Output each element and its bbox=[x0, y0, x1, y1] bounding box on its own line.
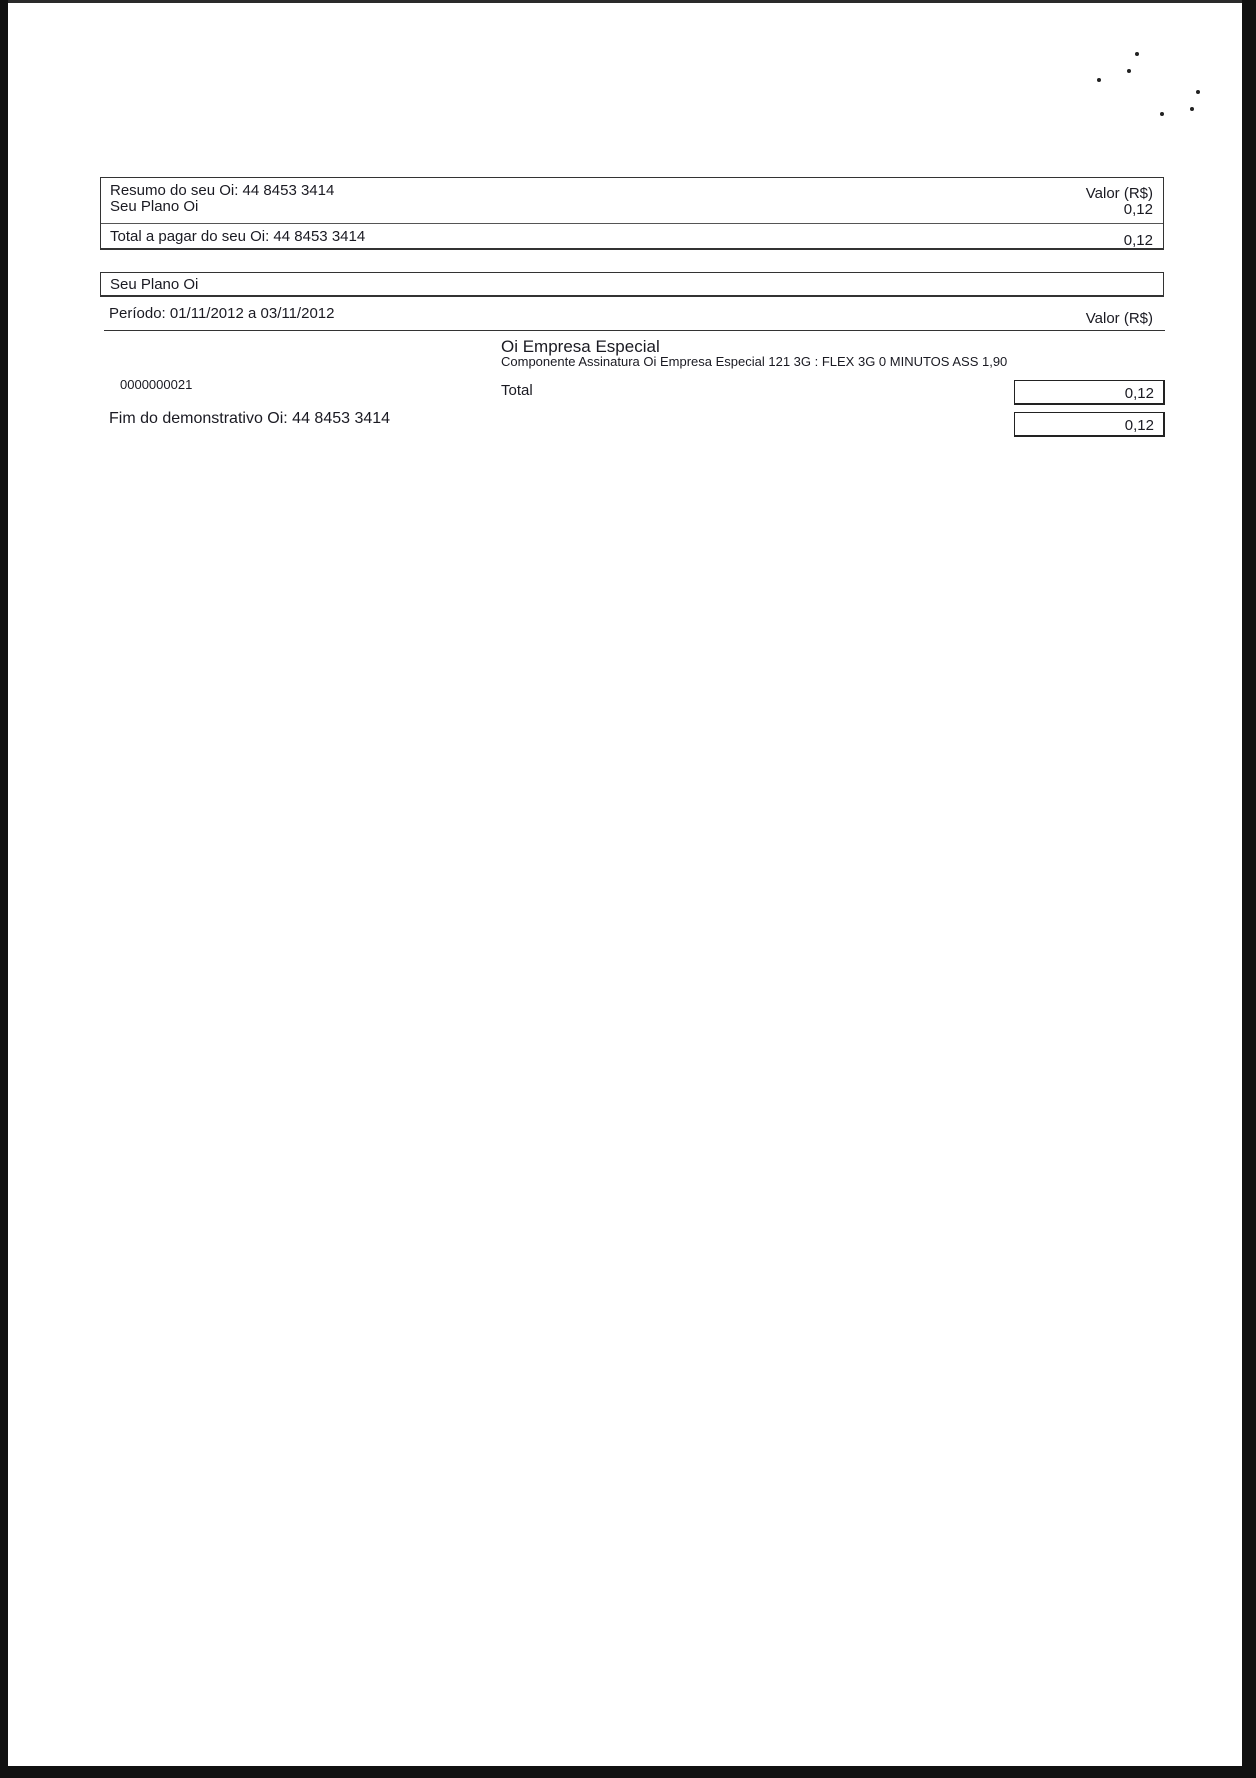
summary-total-value: 0,12 bbox=[1123, 232, 1153, 249]
item-code: 0000000021 bbox=[120, 377, 193, 392]
end-of-statement-value: 0,12 bbox=[1014, 412, 1165, 437]
summary-value-header: Valor (R$) bbox=[1085, 185, 1153, 202]
scan-speck bbox=[1190, 107, 1194, 111]
period-value-header: Valor (R$) bbox=[1085, 310, 1153, 327]
scan-edge-left bbox=[0, 0, 8, 1778]
summary-title: Resumo do seu Oi: 44 8453 3414 bbox=[110, 182, 335, 199]
summary-box bbox=[100, 177, 1164, 250]
period-label: Período: 01/11/2012 a 03/11/2012 bbox=[109, 305, 335, 322]
scan-speck bbox=[1196, 90, 1200, 94]
plan-section-title: Seu Plano Oi bbox=[110, 276, 199, 293]
summary-divider bbox=[101, 223, 1163, 224]
summary-total-label: Total a pagar do seu Oi: 44 8453 3414 bbox=[110, 228, 366, 245]
item-description: Componente Assinatura Oi Empresa Especial 121 3G : FLEX 3G 0 MINUTOS ASS 1,90 bbox=[501, 354, 1008, 369]
scan-speck bbox=[1097, 78, 1101, 82]
period-divider bbox=[104, 330, 1165, 331]
summary-plan-label: Seu Plano Oi bbox=[110, 198, 199, 215]
item-total-value: 0,12 bbox=[1014, 380, 1165, 405]
scan-edge-right bbox=[1242, 0, 1256, 1778]
scan-edge-top bbox=[0, 0, 1256, 3]
scan-speck bbox=[1160, 112, 1164, 116]
item-title: Oi Empresa Especial bbox=[501, 337, 660, 356]
summary-plan-value: 0,12 bbox=[1123, 201, 1153, 218]
plan-section-header bbox=[100, 272, 1164, 297]
scan-speck bbox=[1127, 69, 1131, 73]
end-of-statement-label: Fim do demonstrativo Oi: 44 8453 3414 bbox=[109, 410, 391, 427]
scan-edge-bottom bbox=[0, 1766, 1256, 1778]
scan-speck bbox=[1135, 52, 1139, 56]
item-total-label: Total bbox=[501, 382, 533, 399]
